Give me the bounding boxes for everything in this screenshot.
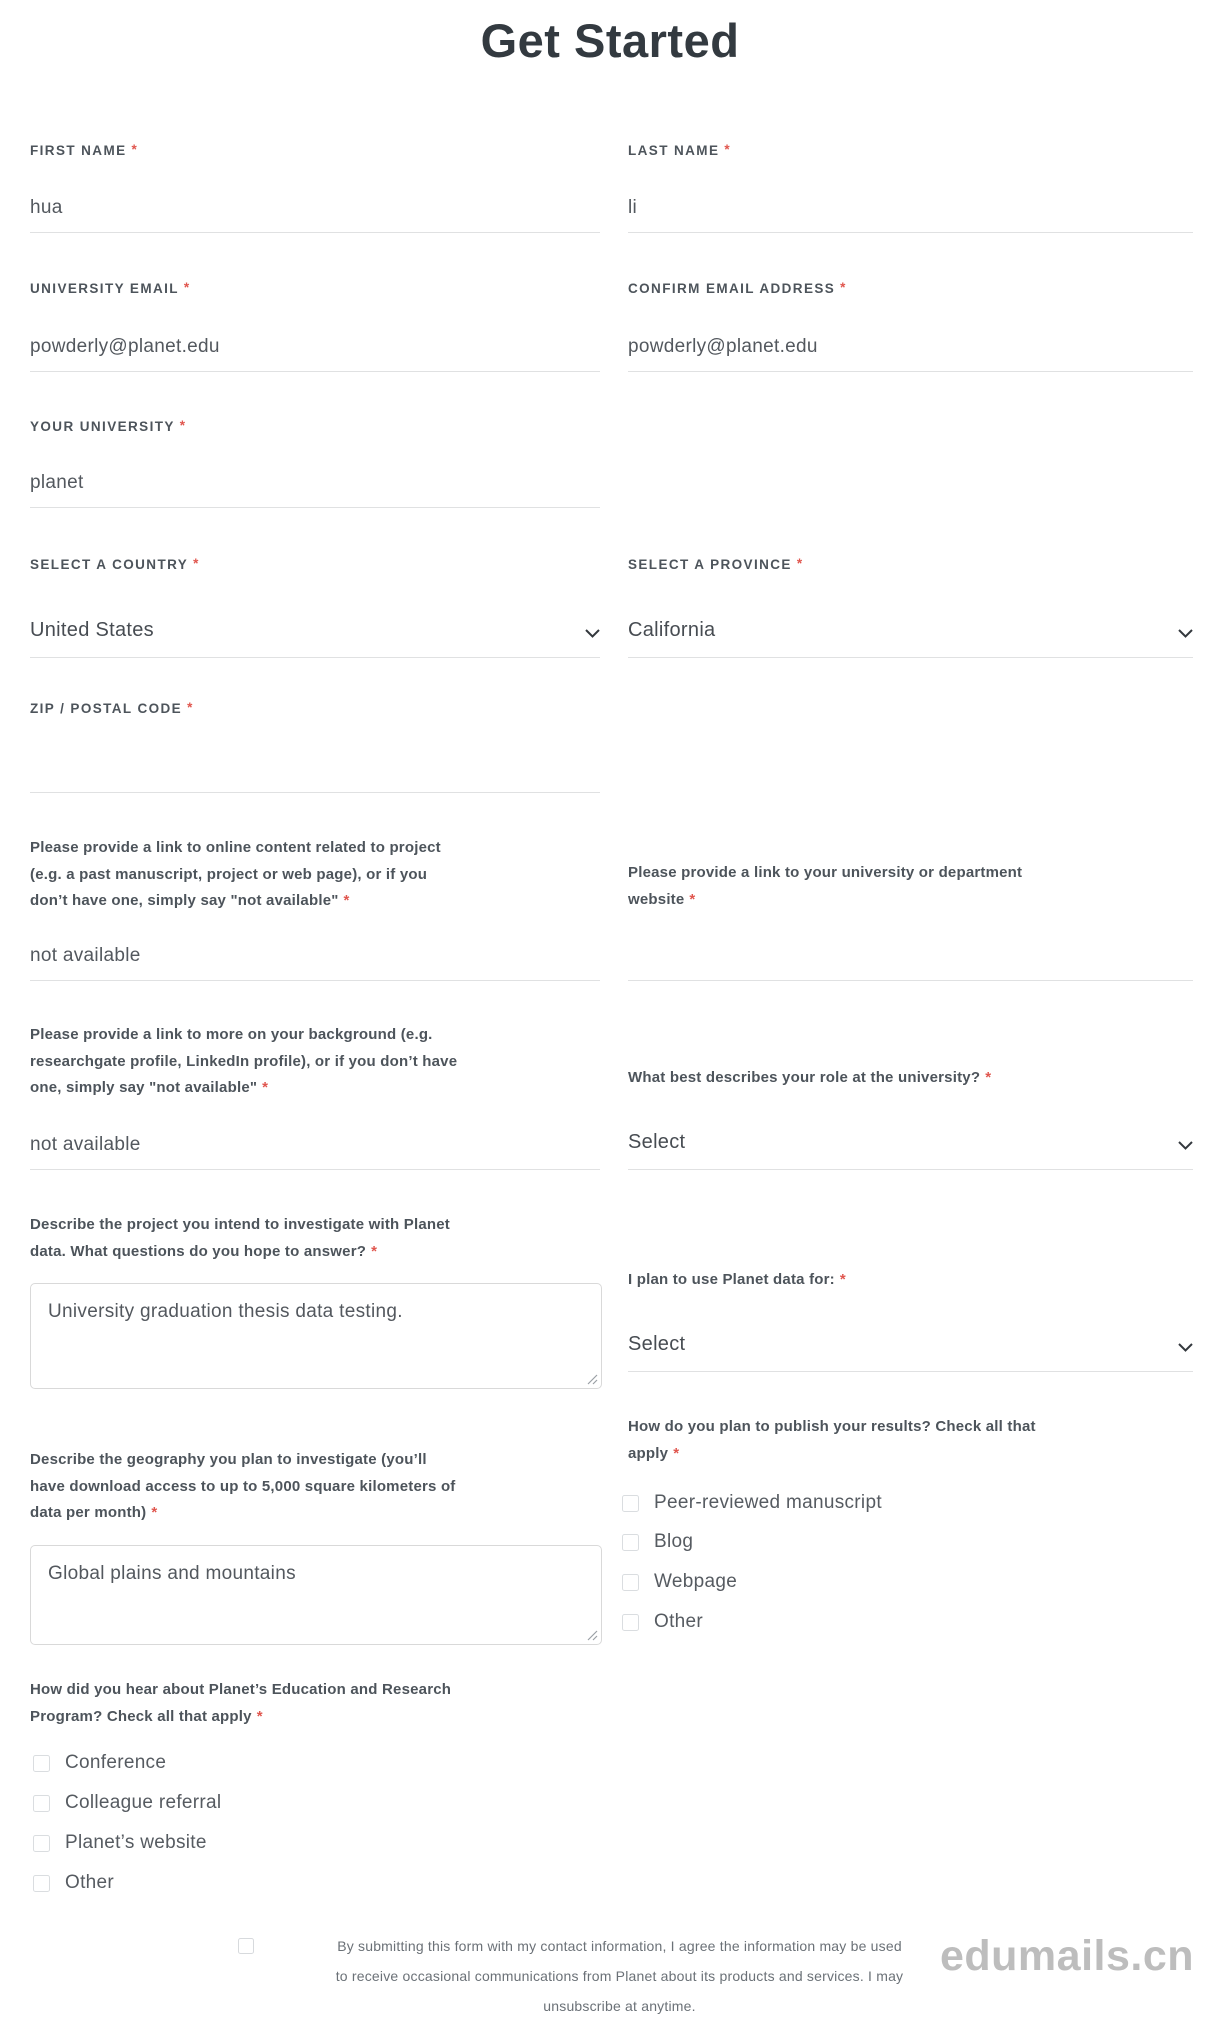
required-asterisk: * xyxy=(183,280,191,295)
checkbox-unchecked[interactable] xyxy=(622,1534,639,1551)
required-asterisk: * xyxy=(179,418,187,433)
required-asterisk: * xyxy=(131,142,139,157)
country-label: SELECT A COUNTRY * xyxy=(30,556,200,572)
required-asterisk: * xyxy=(371,1242,378,1260)
confirm-email-label: CONFIRM EMAIL ADDRESS * xyxy=(628,280,847,296)
checkbox-unchecked[interactable] xyxy=(622,1574,639,1591)
chevron-down-icon xyxy=(1178,629,1193,638)
last-name-label: LAST NAME * xyxy=(628,142,732,158)
university-email-label: UNIVERSITY EMAIL * xyxy=(30,280,191,296)
role-select[interactable] xyxy=(628,1112,1193,1170)
required-asterisk: * xyxy=(262,1079,269,1096)
province-select[interactable] xyxy=(628,600,1193,658)
publish-option-other[interactable]: Other xyxy=(622,1609,703,1635)
checkbox-unchecked[interactable] xyxy=(622,1495,639,1512)
required-asterisk: * xyxy=(193,556,200,571)
hear-option-planets-website[interactable]: Planet’s website xyxy=(33,1830,207,1856)
online-content-input[interactable] xyxy=(30,929,600,981)
background-question: Please provide a link to more on your background (e.g. researchgate profile, LinkedIn profile), or if you don’t have one, simply say "not available" * xyxy=(30,1026,458,1096)
confirm-email-input[interactable] xyxy=(628,320,1193,372)
required-asterisk: * xyxy=(187,700,194,715)
province-label: SELECT A PROVINCE * xyxy=(628,556,804,572)
page-title: Get Started xyxy=(480,14,740,67)
role-selected-value: Select xyxy=(628,1131,686,1153)
role-question: What best describes your role at the university? * xyxy=(628,1069,992,1086)
checkbox-unchecked[interactable] xyxy=(33,1875,50,1892)
publish-option-blog[interactable]: Blog xyxy=(622,1529,693,1555)
required-asterisk: * xyxy=(151,1504,158,1521)
plan-question: I plan to use Planet data for: * xyxy=(628,1271,846,1288)
geography-textarea-wrap xyxy=(30,1545,602,1645)
chevron-down-icon xyxy=(1178,1343,1193,1352)
university-website-input[interactable] xyxy=(628,929,1193,981)
required-asterisk: * xyxy=(985,1069,992,1086)
geography-textarea[interactable] xyxy=(30,1545,602,1645)
online-content-value: not available xyxy=(30,945,141,966)
your-university-value: planet xyxy=(30,472,84,493)
last-name-value: li xyxy=(628,197,638,218)
edumails-watermark: edumails.cn xyxy=(939,1932,1194,1980)
required-asterisk: * xyxy=(689,890,696,908)
country-selected-value: United States xyxy=(30,619,154,641)
first-name-value: hua xyxy=(30,197,63,218)
university-email-value: powderly@planet.edu xyxy=(30,336,220,357)
zip-input[interactable] xyxy=(30,741,600,793)
consent-checkbox[interactable] xyxy=(238,1938,254,1954)
chevron-down-icon xyxy=(1178,1141,1193,1150)
online-content-question: Please provide a link to online content related to project (e.g. a past manuscript, project or web page), or if you don’t have one, simply say "not available" * xyxy=(30,839,441,909)
university-website-question: Please provide a link to your university or department website * xyxy=(628,864,1023,908)
required-asterisk: * xyxy=(839,1271,846,1288)
publish-question: How do you plan to publish your results? Check all that apply * xyxy=(628,1418,1036,1462)
chevron-down-icon xyxy=(585,629,600,638)
project-textarea-wrap xyxy=(30,1283,602,1389)
required-asterisk: * xyxy=(256,1707,263,1725)
checkbox-unchecked[interactable] xyxy=(622,1614,639,1631)
hear-option-colleague-referral[interactable]: Colleague referral xyxy=(33,1790,221,1816)
background-input[interactable] xyxy=(30,1118,600,1170)
publish-option-webpage[interactable]: Webpage xyxy=(622,1569,737,1595)
project-question: Describe the project you intend to investigate with Planet data. What questions do you hope to answer? * xyxy=(30,1216,451,1260)
hear-question: How did you hear about Planet’s Education and Research Program? Check all that apply * xyxy=(30,1681,452,1725)
zip-label: ZIP / POSTAL CODE * xyxy=(30,700,194,716)
required-asterisk: * xyxy=(796,556,804,571)
university-email-input[interactable] xyxy=(30,320,600,372)
required-asterisk: * xyxy=(673,1444,680,1462)
publish-option-peer-reviewed-manuscript[interactable]: Peer-reviewed manuscript xyxy=(622,1490,882,1516)
checkbox-unchecked[interactable] xyxy=(33,1835,50,1852)
last-name-input[interactable] xyxy=(628,181,1193,233)
plan-select[interactable] xyxy=(628,1314,1193,1372)
geography-question: Describe the geography you plan to investigate (you’ll have download access to up to 5,000 square kilometers of data per month) * xyxy=(30,1451,456,1521)
consent-text: By submitting this form with my contact information, I agree the information may be used to receive occasional communications from Planet about its products and services. I may unsubscribe at anytime. xyxy=(335,1938,904,2014)
your-university-input[interactable] xyxy=(30,456,600,508)
checkbox-unchecked[interactable] xyxy=(33,1755,50,1772)
hear-option-other[interactable]: Other xyxy=(33,1870,114,1896)
confirm-email-value: powderly@planet.edu xyxy=(628,336,818,357)
hear-option-conference[interactable]: Conference xyxy=(33,1750,166,1776)
background-value: not available xyxy=(30,1134,141,1155)
checkbox-unchecked[interactable] xyxy=(33,1795,50,1812)
required-asterisk: * xyxy=(724,142,732,157)
country-select[interactable] xyxy=(30,600,600,658)
your-university-label: YOUR UNIVERSITY * xyxy=(30,418,187,434)
required-asterisk: * xyxy=(343,892,350,909)
required-asterisk: * xyxy=(840,280,847,295)
project-textarea[interactable] xyxy=(30,1283,602,1389)
first-name-label: FIRST NAME * xyxy=(30,142,139,158)
province-selected-value: California xyxy=(628,619,716,641)
plan-selected-value: Select xyxy=(628,1333,686,1355)
first-name-input[interactable] xyxy=(30,181,600,233)
